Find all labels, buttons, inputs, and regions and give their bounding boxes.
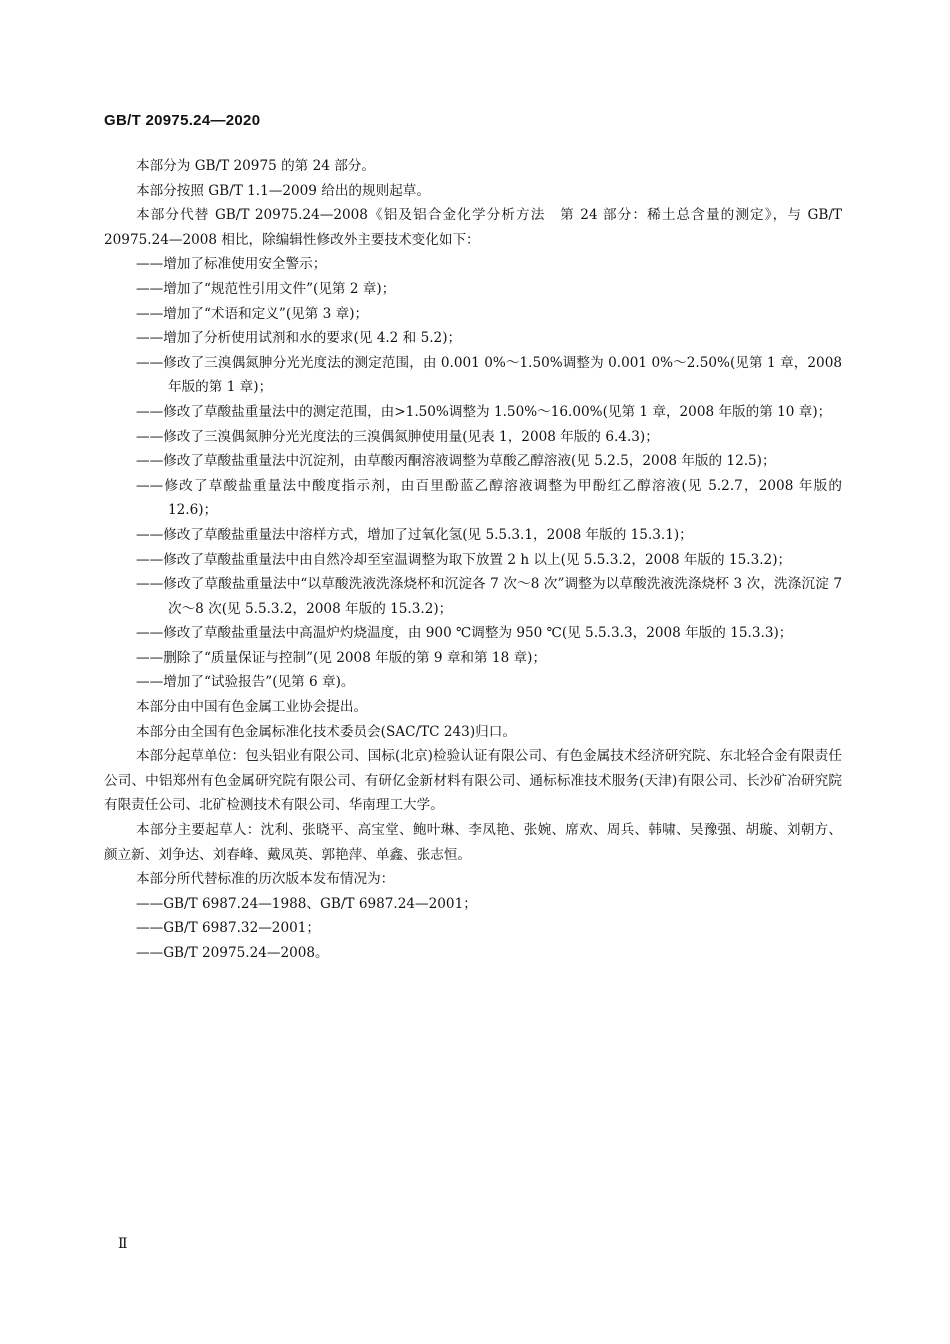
change-item: ——修改了草酸盐重量法中溶样方式，增加了过氧化氢(见 5.5.3.1，2008 年版的 15.3.1)； [136,526,693,543]
change-item: ——修改了草酸盐重量法中高温炉灼烧温度，由 900 ℃调整为 950 ℃(见 5.5.3.3，2008 年版的 15.3.3)； [136,625,793,642]
page-number: Ⅱ [118,1236,128,1252]
proposer-statement: 本部分由中国有色金属工业协会提出。 [136,699,368,716]
history-item: ——GB/T 6987.24—1988、GB/T 6987.24—2001； [136,895,477,912]
change-item: ——删除了“质量保证与控制”(见 2008 年版的第 9 章和第 18 章)； [136,649,547,666]
change-item: ——修改了草酸盐重量法中的测定范围，由>1.50%调整为 1.50%～16.00%(见第 1 章，2008 年版的第 10 章)； [136,403,832,420]
drafters: 本部分主要起草人：沈利、张晓平、高宝堂、鲍叶琳、李凤艳、张婉、席欢、周兵、韩啸、吴豫强、胡璇、刘朝方、颜立新、刘争达、刘春峰、戴凤英、郭艳萍、单鑫、张志恒。 [104,822,842,863]
change-item: ——增加了“试验报告”(见第 6 章)。 [136,674,355,691]
intro-paragraph: 本部分为 GB/T 20975 的第 24 部分。 [136,158,375,174]
change-item: ——修改了三溴偶氮胂分光光度法的三溴偶氮胂使用量(见表 1，2008 年版的 6.4.3)； [136,428,659,445]
change-item: ——修改了三溴偶氮胂分光光度法的测定范围，由 0.001 0%～1.50%调整为 0.001 0%～2.50%(见第 1 章，2008 年版的第 1 章)； [136,354,842,396]
history-item: ——GB/T 6987.32—2001； [136,920,321,937]
change-item: ——修改了草酸盐重量法中“以草酸洗液洗涤烧杯和沉淀各 7 次～8 次”调整为以草酸洗液洗涤烧杯 3 次，洗涤沉淀 7 次～8 次(见 5.5.3.2，2008 年版的 15.3.2)； [136,576,842,617]
drafting-units: 本部分起草单位：包头铝业有限公司、国标(北京)检验认证有限公司、有色金属技术经济研究院、东北轻合金有限责任公司、中铝郑州有色金属研究院有限公司、有研亿金新材料有限公司、通标标准技术服务(天津)有限公司、长沙矿冶研究院有限责任公司、北矿检测技术有限公司、华南理工大学。 [104,748,842,814]
intro-paragraph: 本部分按照 GB/T 1.1—2009 给出的规则起草。 [136,182,430,199]
history-item: ——GB/T 20975.24—2008。 [136,945,329,961]
intro-paragraph: 本部分代替 GB/T 20975.24—2008《铝及铝合金化学分析方法 第 24 部分：稀土总含量的测定》，与 GB/T 20975.24—2008 相比，除编辑性修改外主要技术变化如下： [104,207,842,248]
change-item: ——增加了标准使用安全警示； [136,256,327,273]
standard-code: GB/T 20975.24—2020 [104,112,261,129]
administrator-statement: 本部分由全国有色金属标准化技术委员会(SAC/TC 243)归口。 [136,723,516,740]
foreword-body [104,154,842,966]
change-item: ——增加了“规范性引用文件”(见第 2 章)； [136,280,396,297]
change-item: ——增加了分析使用试剂和水的要求(见 4.2 和 5.2)； [136,330,462,347]
history-intro: 本部分所代替标准的历次版本发布情况为： [136,871,395,888]
change-item: ——修改了草酸盐重量法中由自然冷却至室温调整为取下放置 2 h 以上(见 5.5.3.2，2008 年版的 15.3.2)； [136,551,792,568]
change-item: ——增加了“术语和定义”(见第 3 章)； [136,305,369,322]
change-item: ——修改了草酸盐重量法中酸度指示剂，由百里酚蓝乙醇溶液调整为甲酚红乙醇溶液(见 5.2.7，2008 年版的 12.6)； [136,477,842,519]
change-item: ——修改了草酸盐重量法中沉淀剂，由草酸丙酮溶液调整为草酸乙醇溶液(见 5.2.5，2008 年版的 12.5)； [136,453,776,470]
